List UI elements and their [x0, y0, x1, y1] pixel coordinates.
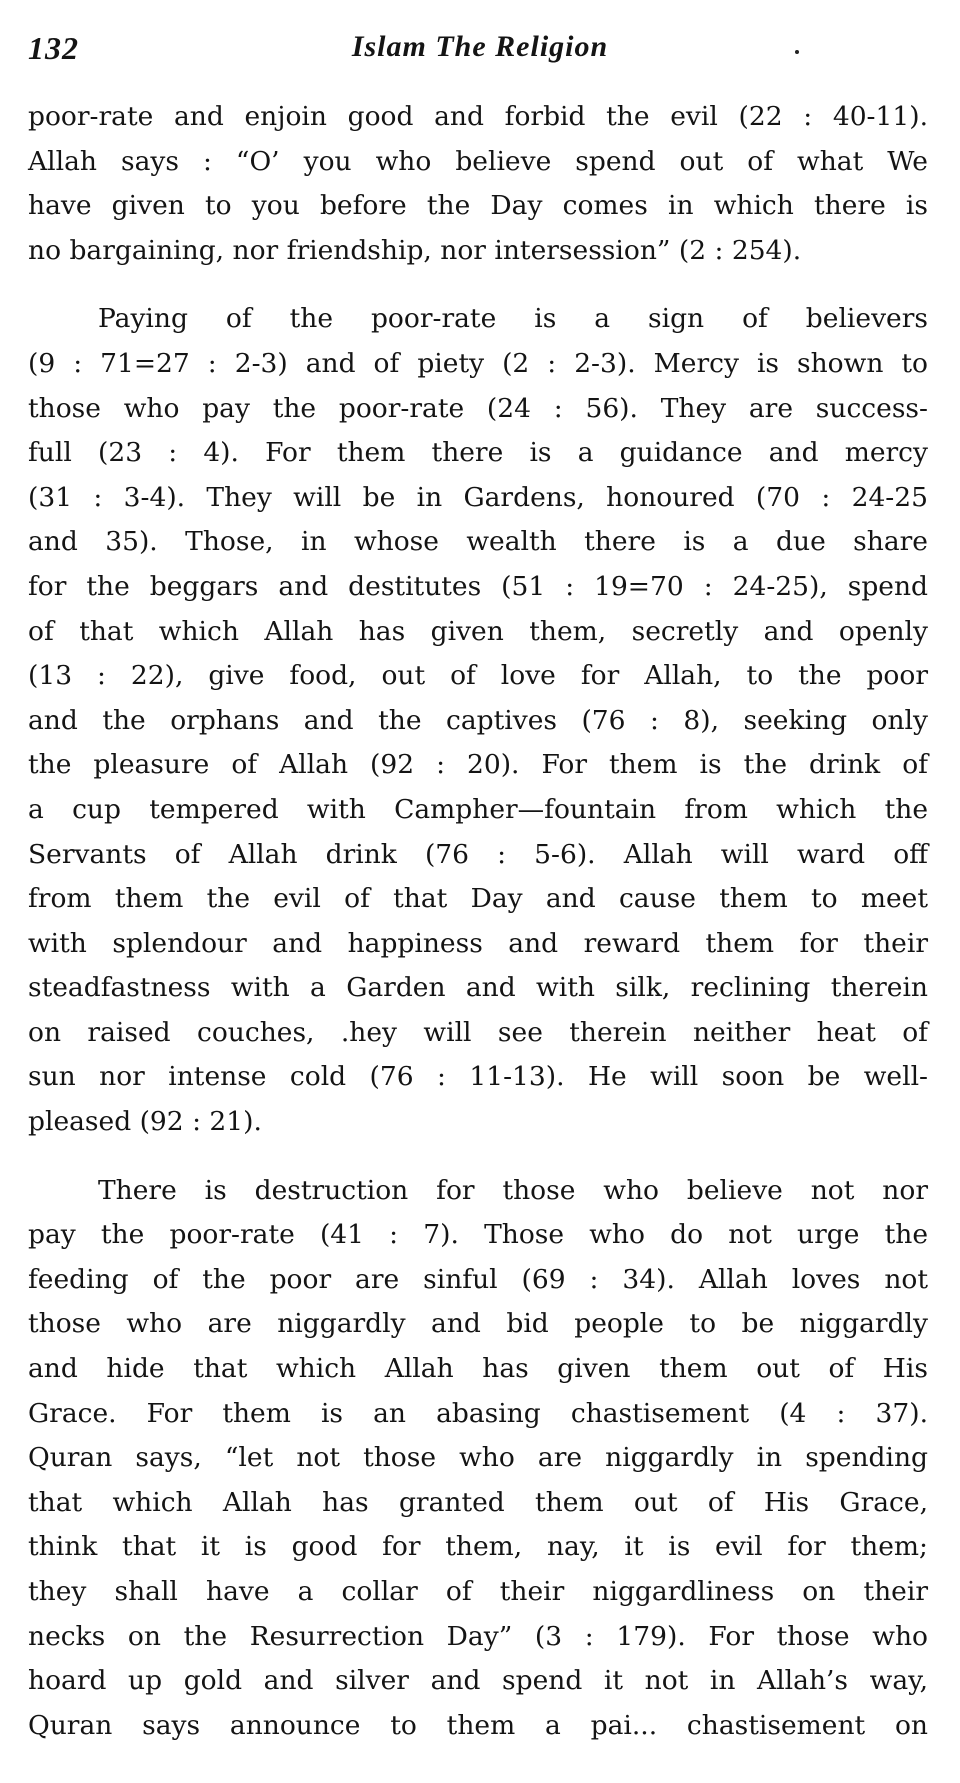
text-line: no bargaining, nor friendship, nor intersession” (2 : 254). [28, 234, 802, 266]
running-title: Islam The Religion [351, 30, 609, 63]
text-line: poor-rate and enjoin good and forbid the evil (22 : 40-11). [28, 101, 928, 132]
text-line: Allah says : “O’ you who believe spend out of what We [28, 145, 928, 177]
page-number: 132 [28, 30, 79, 66]
text-line: feeding of the poor are sinful (69 : 34). Allah loves not [28, 1263, 928, 1295]
text-line: necks on the Resurrection Day” (3 : 179). For those who [28, 1620, 928, 1652]
text-line: those who pay the poor-rate (24 : 56). They are success- [28, 392, 928, 424]
paragraph-3 [28, 1169, 928, 1749]
text-line: and 35). Those, in whose wealth there is a due share [28, 526, 928, 558]
paragraph-2 [28, 297, 928, 1144]
text-line: full (23 : 4). For them there is a guidance and mercy [28, 437, 928, 469]
text-line: (13 : 22), give food, out of love for Allah, to the poor [28, 660, 928, 692]
text-line: and hide that which Allah has given them out of His [28, 1353, 928, 1385]
text-line: and the orphans and the captives (76 : 8), seeking only [28, 704, 928, 736]
text-line: pleased (92 : 21). [28, 1106, 262, 1138]
text-line: a cup tempered with Campher—fountain from which the [28, 793, 928, 825]
text-line: on raised couches, .hey will see therein neither heat of [28, 1016, 928, 1048]
text-line: think that it is good for them, nay, it is evil for them; [28, 1531, 928, 1563]
paragraph-gap [28, 1145, 928, 1169]
print-speck [795, 50, 799, 54]
text-line: Servants of Allah drink (76 : 5-6). Allah will ward off [28, 838, 928, 870]
body-text [28, 95, 928, 1748]
text-line: with splendour and happiness and reward them for their [28, 927, 928, 959]
text-line: for the beggars and destitutes (51 : 19=70 : 24-25), spend [28, 570, 928, 602]
paragraph-gap [28, 273, 928, 297]
text-line: those who are niggardly and bid people to be niggardly [28, 1308, 928, 1340]
text-line: have given to you before the Day comes in which there is [28, 190, 928, 222]
text-line: sun nor intense cold (76 : 11-13). He will soon be well- [28, 1061, 928, 1093]
text-line: (9 : 71=27 : 2-3) and of piety (2 : 2-3). Mercy is shown to [28, 347, 928, 379]
text-line: that which Allah has granted them out of His Grace, [28, 1486, 928, 1518]
text-line: Quran says announce to them a pai... chastisement on [28, 1709, 928, 1741]
text-line: the pleasure of Allah (92 : 20). For them is the drink of [28, 749, 928, 781]
text-line: pay the poor-rate (41 : 7). Those who do not urge the [28, 1219, 928, 1251]
paragraph-1 [28, 95, 928, 273]
text-line: steadfastness with a Garden and with silk, reclining therein [28, 972, 928, 1004]
text-line: hoard up gold and silver and spend it not in Allah’s way, [28, 1665, 928, 1697]
text-line: Grace. For them is an abasing chastisement (4 : 37). [28, 1397, 928, 1429]
text-line: of that which Allah has given them, secretly and openly [28, 615, 928, 647]
text-line: Paying of the poor-rate is a sign of believers [98, 303, 928, 335]
text-line: they shall have a collar of their niggardliness on their [28, 1576, 928, 1607]
text-line: (31 : 3-4). They will be in Gardens, honoured (70 : 24-25 [28, 481, 928, 513]
text-line: Quran says, “let not those who are niggardly in spending [28, 1442, 928, 1474]
text-line: There is destruction for those who believe not nor [98, 1174, 928, 1206]
text-line: from them the evil of that Day and cause them to meet [28, 883, 928, 915]
